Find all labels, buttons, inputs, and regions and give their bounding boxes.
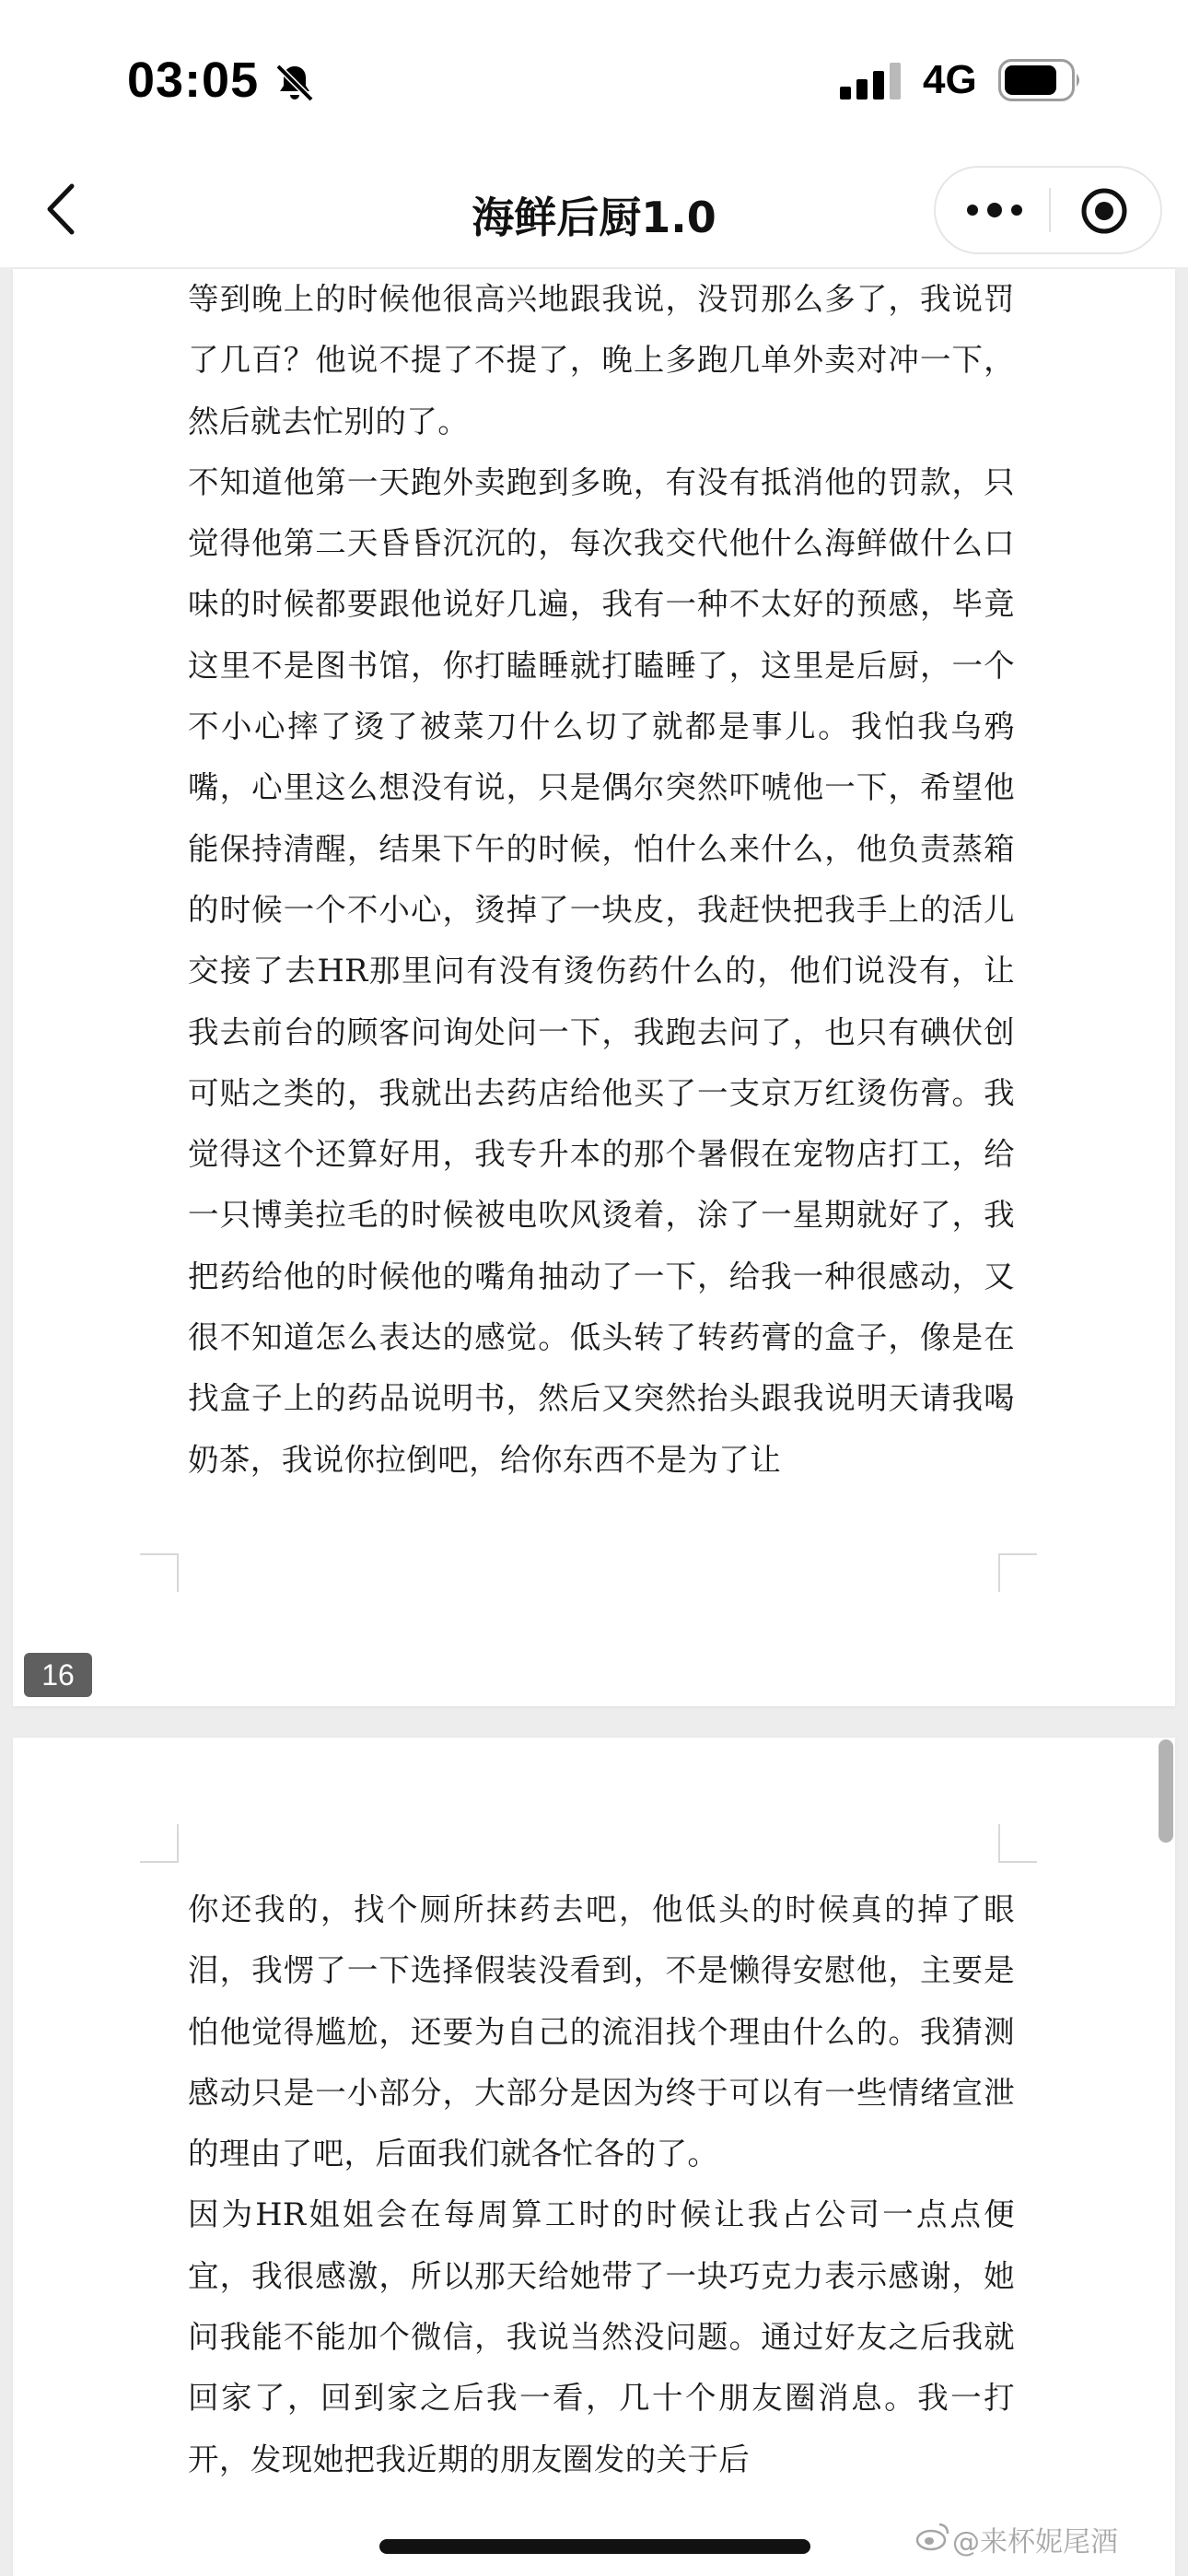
target-icon[interactable]	[1079, 186, 1129, 236]
crop-mark	[998, 1553, 1037, 1592]
bell-off-icon	[273, 61, 317, 105]
weibo-icon	[915, 2521, 950, 2552]
page-body	[188, 269, 1015, 1491]
paragraph: 不知道他第一天跑外卖跑到多晚，有没有抵消他的罚款，只觉得他第二天昏昏沉沉的，每次我交代他什么海鲜做什么口味的时候都要跟他说好几遍，我有一种不太好的预感，毕竟这里不是图书馆，你打瞌睡就打瞌睡了，这里是后厨，一个不小心摔了烫了被菜刀什么切了就都是事儿。我怕我乌鸦嘴，心里这么想没有说，只是偶尔突然吓唬他一下，希望他能保持清醒，结果下午的时候，怕什么来什么，他负责蒸箱的时候一个不小心，烫掉了一块皮，我赶快把我手上的活儿交接了去HR那里问有没有烫伤药什么的，他们说没有，让我去前台的顾客问询处问一下，我跑去问了，也只有碘伏创可贴之类的，我就出去药店给他买了一支京万红烫伤膏。我觉得这个还算好用，我专升本的那个暑假在宠物店打工，给一只博美拉毛的时候被电吹风烫着，涂了一星期就好了，我把药给他的时候他的嘴角抽动了一下，给我一种很感动，又很不知道怎么表达的感觉。低头转了转药膏的盒子，像是在找盒子上的药品说明书，然后又突然抬头跟我说明天请我喝奶茶，我说你拉倒吧，给你东西不是为了让	[188, 463, 1015, 1478]
status-time: 03:05	[127, 53, 260, 108]
crop-mark	[140, 1824, 179, 1863]
page-number-badge: 16	[24, 1653, 92, 1697]
crop-mark	[998, 1824, 1037, 1863]
network-type: 4G	[923, 57, 977, 102]
mini-program-capsule	[934, 166, 1162, 254]
more-icon[interactable]	[961, 192, 1028, 228]
page-title: 海鲜后厨1.0	[472, 193, 716, 242]
nav-bar	[0, 157, 1188, 267]
paragraph: 等到晚上的时候他很高兴地跟我说，没罚那么多了，我说罚了几百？他说不提了不提了，晚上多跑几单外卖对冲一下，然后就去忙别的了。	[188, 281, 1015, 439]
status-bar	[0, 0, 1188, 157]
paragraph: 你还我的，找个厕所抹药去吧，他低头的时候真的掉了眼泪，我愣了一下选择假装没看到，不是懒得安慰他，主要是怕他觉得尴尬，还要为自己的流泪找个理由什么的。我猜测感动只是一小部分，大部分是因为终于可以有一些情绪宣泄的理由了吧，后面我们就各忙各的了。	[188, 1891, 1015, 2172]
document-page	[13, 1738, 1175, 2576]
crop-mark	[140, 1553, 179, 1592]
battery-icon	[998, 59, 1083, 101]
signal-icon	[840, 63, 901, 100]
scrollbar[interactable]	[1159, 1739, 1173, 1843]
capsule-divider	[1049, 188, 1051, 232]
watermark: @来杯妮尾酒	[952, 2526, 1118, 2558]
page-body	[188, 1879, 1015, 2490]
document-page	[13, 269, 1175, 1706]
paragraph: 因为HR姐姐会在每周算工时的时候让我占公司一点点便宜，我很感激，所以那天给她带了一块巧克力表示感谢，她问我能不能加个微信，我说当然没问题。通过好友之后我就回家了，回到家之后我一看，几十个朋友圈消息。我一打开，发现她把我近期的朋友圈发的关于后	[188, 2196, 1015, 2477]
home-indicator[interactable]	[379, 2539, 810, 2554]
